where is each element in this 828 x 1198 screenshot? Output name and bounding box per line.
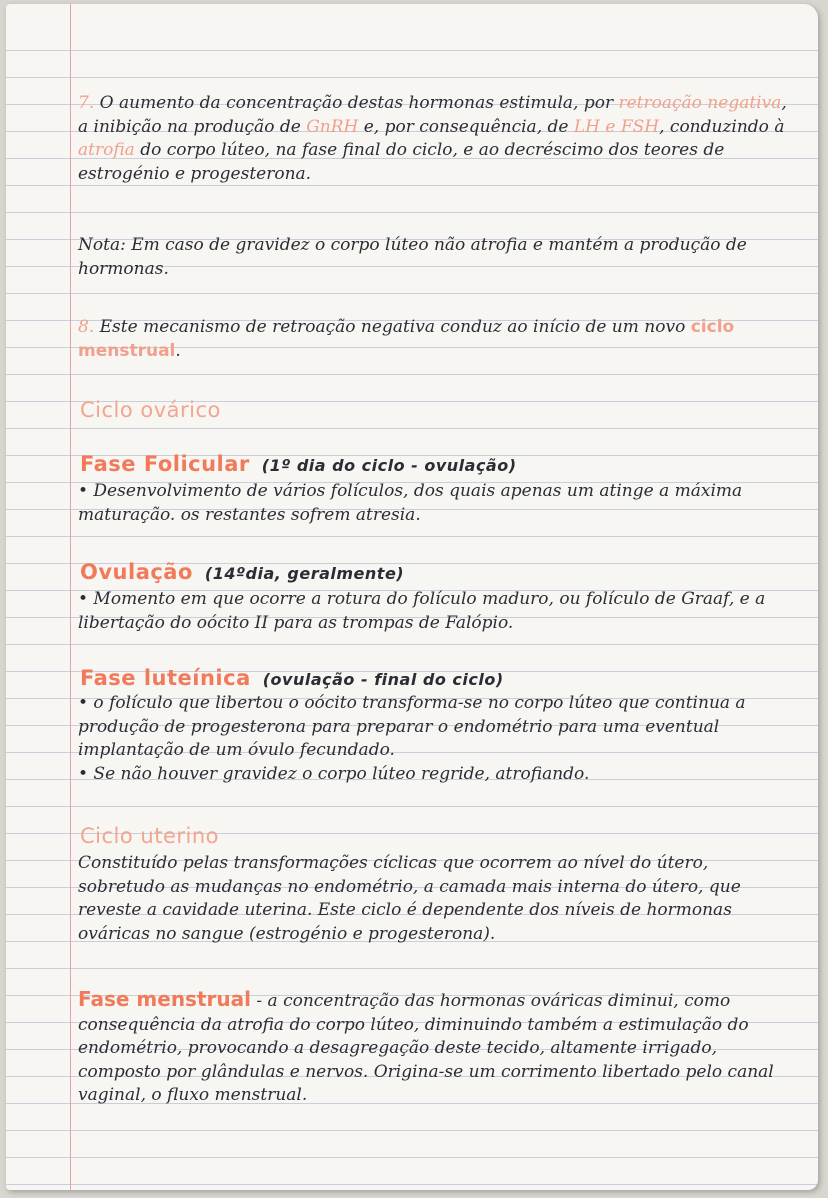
highlight-lh-fsh: LH e FSH: [573, 116, 660, 137]
text-segment: , conduzindo à: [659, 116, 785, 137]
highlight-atrofia: atrofia: [78, 140, 135, 160]
text-segment: do corpo lúteo, na fase final do ciclo, e ao decréscimo dos teores de estrogénio e progesterona.: [78, 140, 725, 184]
bullet-item: • o folículo que libertou o oócito transforma-se no corpo lúteo que continua a produção de progesterona para preparar o endométrio para uma eventual implantação de um óvulo fecundado.: [78, 693, 746, 760]
heading-ciclo-ovarico: Ciclo ovárico: [80, 398, 221, 422]
heading-ciclo-uterino: Ciclo uterino: [80, 824, 219, 848]
text-segment: O aumento da concentração destas hormonas estimula, por: [99, 93, 614, 113]
text-segment: Este mecanismo de retroação negativa conduz ao início de um novo: [99, 317, 686, 337]
text-segment: .: [175, 340, 181, 361]
ovulacao-text: • Momento em que ocorre a rotura do folículo maduro, ou folículo de Graaf, e a libertação do oócito II para as trompas de Falópio.: [78, 589, 766, 633]
heading-fase-luteinica: [80, 666, 504, 690]
fase-luteinica-text: [78, 692, 788, 786]
paragraph-8: [78, 316, 788, 363]
note: Nota: Em caso de gravidez o corpo lúteo não atrofia e mantém a produção de hormonas.: [78, 235, 747, 279]
heading-fase-menstrual: Fase menstrual: [78, 987, 251, 1011]
section-range: (ovulação - final do ciclo): [262, 670, 504, 689]
paragraph-number: 7.: [78, 93, 95, 113]
section-title: Fase Folicular: [80, 452, 250, 476]
heading-ovulacao: [80, 560, 404, 584]
heading-fase-folicular: [80, 452, 517, 476]
section-range: (1º dia do ciclo - ovulação): [261, 456, 517, 475]
section-range: (14ºdia, geralmente): [204, 564, 405, 583]
text-segment: - a concentração das hormonas ováricas diminui, como consequência da atrofia do corpo lúteo, diminuindo também a estimulação do endométrio, provocando a desagregação deste tecido, altamente irrigado, composto por glândulas e nervos. Origina-se um corrimento libertado pelo canal vaginal, o fluxo menstrual.: [78, 991, 774, 1105]
text-segment: e, por consequência, de: [363, 116, 569, 137]
text-segment: , a inibição na produção de: [78, 93, 787, 137]
section-title: Ovulação: [80, 560, 193, 584]
ciclo-uterino-text: Constituído pelas transformações cíclicas que ocorrem ao nível do útero, sobretudo as mudanças no endométrio, a camada mais interna do útero, que reveste a cavidade uterina. Este ciclo é dependente dos níveis de hormonas ováricas no sangue (estrogénio e progesterona).: [78, 853, 741, 944]
highlight-gnrh: GnRH: [306, 116, 359, 137]
section-title: Fase luteínica: [80, 666, 251, 690]
fase-menstrual-text: [78, 988, 788, 1108]
bullet-item: • Se não houver gravidez o corpo lúteo regride, atrofiando.: [78, 763, 590, 784]
notebook-page: [6, 4, 818, 1190]
fase-folicular-text: • Desenvolvimento de vários folículos, dos quais apenas um atinge a máxima maturação. os restantes sofrem atresia.: [78, 481, 743, 525]
highlight-ciclo-menstrual: ciclo menstrual: [78, 317, 735, 361]
margin-line: [70, 4, 71, 1190]
paragraph-7: [78, 92, 788, 186]
paragraph-number: 8.: [78, 317, 95, 337]
highlight-retroacao: retroação negativa: [618, 93, 782, 113]
